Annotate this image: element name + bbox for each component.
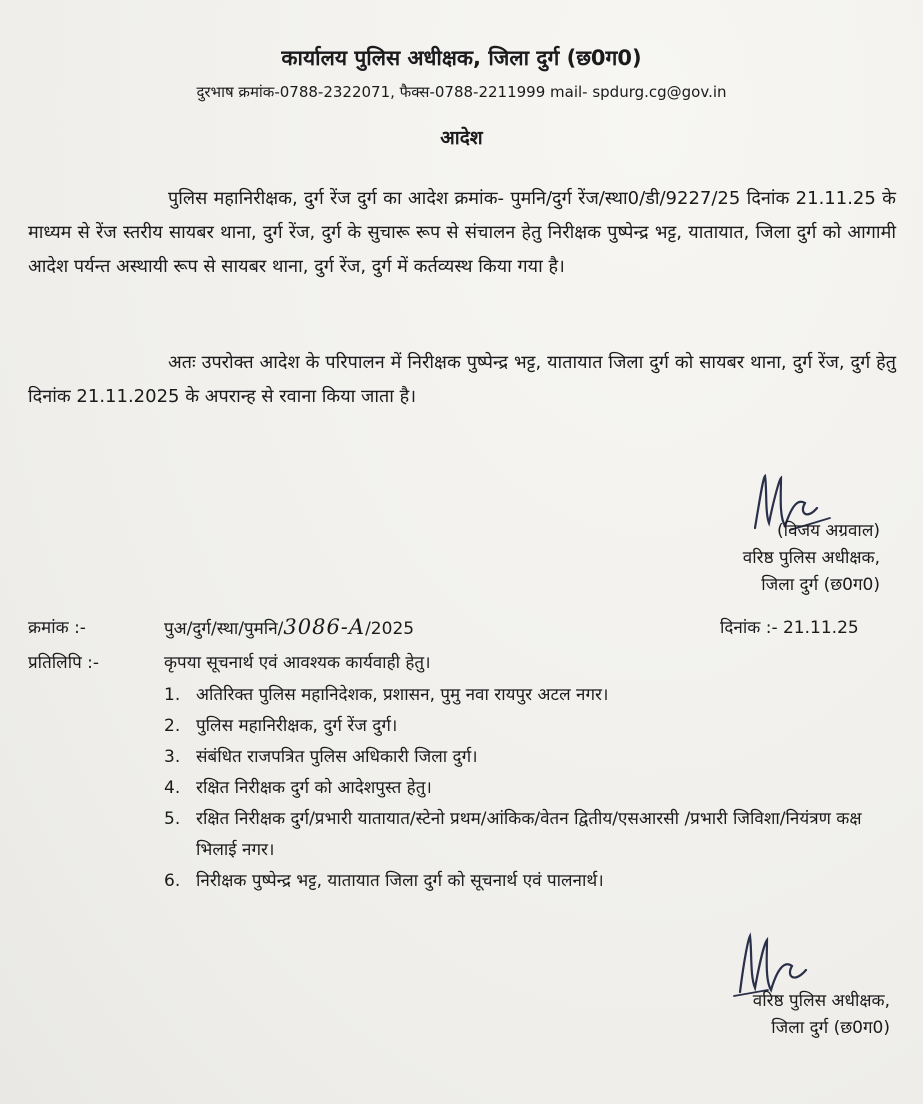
list-item	[164, 742, 904, 773]
order-paragraph-2: अतः उपरोक्त आदेश के परिपालन में निरीक्षक पुष्पेन्द्र भट्ट, यातायात जिला दुर्ग को सायबर थाना, दुर्ग रेंज, दुर्ग हेतु दिनांक 21.11.2025 के अपरान्ह से रवाना किया जाता है।	[28, 352, 896, 407]
order-paragraph-1: पुलिस महानिरीक्षक, दुर्ग रेंज दुर्ग का आदेश क्रमांक- पुमनि/दुर्ग रेंज/स्था0/डी/9227/25 दिनांक 21.11.25 के माध्यम से रेंज स्तरीय सायबर थाना, दुर्ग रेंज, दुर्ग के सुचारू रूप से संचालन हेतु निरीक्षक पुष्पेन्द्र भट्ट, यातायात, जिला दुर्ग को आगामी आदेश पर्यन्त अस्थायी रूप से सायबर थाना, दुर्ग रेंज, दुर्ग में कर्तव्यस्थ किया गया है।	[28, 188, 896, 277]
list-item-text: रक्षित निरीक्षक दुर्ग को आदेशपुस्त हेतु।	[196, 778, 432, 798]
list-item-text: संबंधित राजपत्रित पुलिस अधिकारी जिला दुर्ग।	[196, 747, 478, 767]
list-item-text: अतिरिक्त पुलिस महानिदेशक, प्रशासन, पुमु नवा रायपुर अटल नगर।	[196, 685, 609, 705]
signature-block-top	[630, 518, 880, 599]
copy-label: प्रतिलिपि :-	[28, 653, 100, 673]
list-item	[164, 711, 904, 742]
list-item	[164, 680, 904, 711]
reference-number	[164, 615, 414, 639]
list-item-number: 3.	[164, 747, 181, 767]
list-item-text: निरीक्षक पुष्पेन्द्र भट्ट, यातायात जिला दुर्ग को सूचनार्थ एवं पालनार्थ।	[196, 871, 604, 891]
list-item	[164, 773, 904, 804]
list-item-text: रक्षित निरीक्षक दुर्ग/प्रभारी यातायात/स्टेनो प्रथम/आंकिक/वेतन द्वितीय/एसआरसी /प्रभारी जिविशा/नियंत्रण कक्ष भिलाई नगर।	[196, 809, 862, 860]
signatory-designation: वरिष्ठ पुलिस अधीक्षक,	[742, 548, 880, 568]
signatory-designation-bottom: वरिष्ठ पुलिस अधीक्षक,	[752, 991, 890, 1011]
list-item	[164, 804, 904, 866]
order-heading: आदेश	[440, 127, 483, 149]
reference-suffix: /2025	[365, 619, 415, 639]
handwritten-number: 3086-A	[283, 615, 366, 639]
list-item-number: 6.	[164, 871, 181, 891]
list-item-number: 4.	[164, 778, 181, 798]
signature-block-bottom	[640, 988, 890, 1042]
list-item-number: 1.	[164, 685, 181, 705]
list-item-number: 5.	[164, 809, 181, 829]
copy-recipient-list	[164, 680, 904, 897]
signatory-district-bottom: जिला दुर्ग (छ0ग0)	[771, 1018, 890, 1038]
reference-prefix: पुअ/दुर्ग/स्था/पुमनि/	[164, 619, 284, 639]
copy-intro: कृपया सूचनार्थ एवं आवश्यक कार्यवाही हेतु।	[164, 653, 431, 673]
list-item	[164, 866, 904, 897]
order-date: दिनांक :- 21.11.25	[720, 618, 859, 638]
signatory-name: (विजय अग्रवाल)	[777, 521, 880, 541]
list-item-number: 2.	[164, 716, 181, 736]
signatory-district: जिला दुर्ग (छ0ग0)	[761, 575, 880, 595]
contact-line: दुरभाष क्रमांक-0788-2322071, फैक्स-0788-2211999 mail- spdurg.cg@gov.in	[196, 83, 727, 101]
reference-label: क्रमांक :-	[28, 618, 86, 638]
office-title: कार्यालय पुलिस अधीक्षक, जिला दुर्ग (छ0ग0)	[281, 46, 642, 70]
list-item-text: पुलिस महानिरीक्षक, दुर्ग रेंज दुर्ग।	[196, 716, 398, 736]
